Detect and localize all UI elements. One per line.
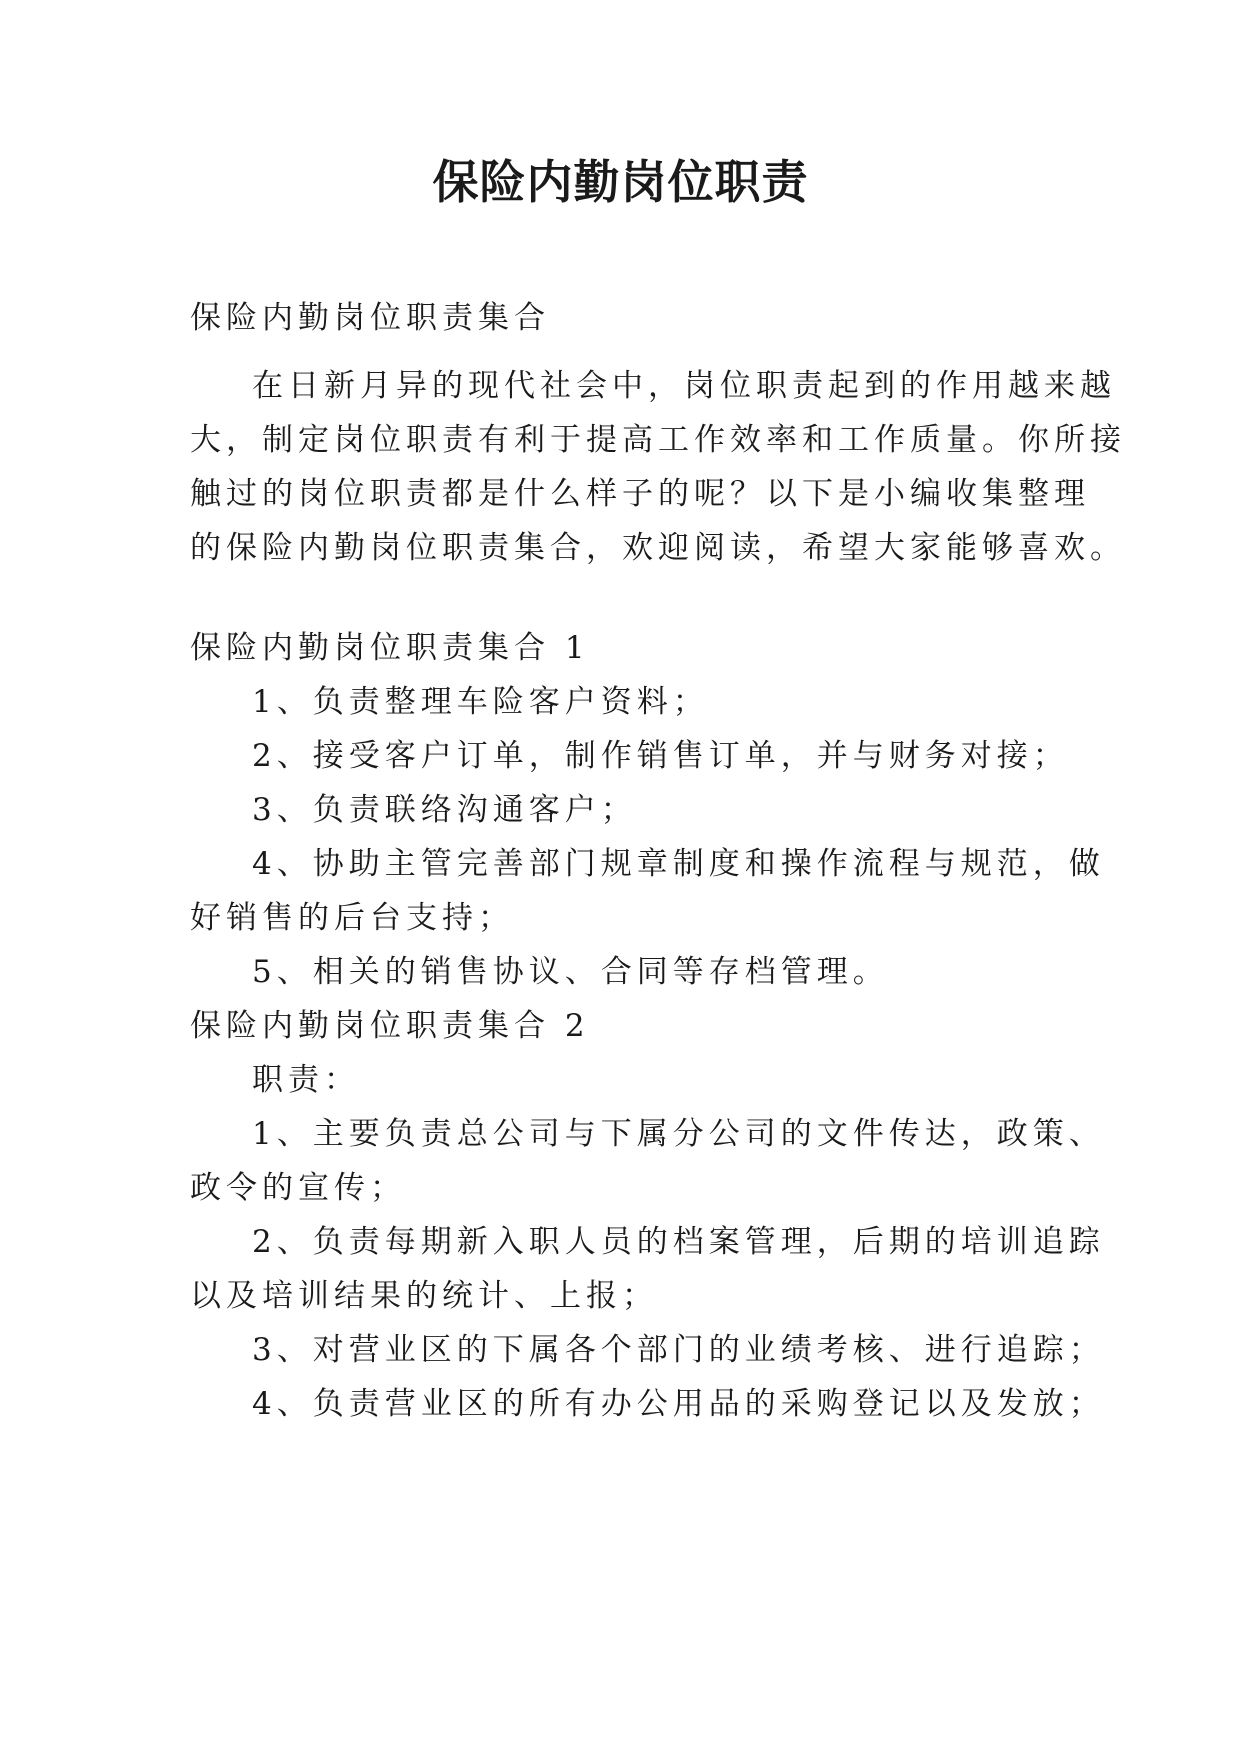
section1-item-2: 2、接受客户订单，制作销售订单，并与财务对接； [252, 738, 1069, 774]
document-title: 保险内勤岗位职责 [432, 155, 809, 209]
section2-item-2: 2、负责每期新入职人员的档案管理，后期的培训追踪 [252, 1224, 1105, 1260]
section2-item-4: 4、负责营业区的所有办公用品的采购登记以及发放； [252, 1386, 1105, 1422]
section2-item-2-cont: 以及培训结果的统计、上报； [190, 1278, 658, 1314]
section1-item-3: 3、负责联络沟通客户； [252, 792, 637, 828]
section2-item-1: 1、主要负责总公司与下属分公司的文件传达，政策、 [252, 1116, 1105, 1152]
section1-heading: 保险内勤岗位职责集合 1 [190, 630, 590, 666]
intro-line-4: 的保险内勤岗位职责集合，欢迎阅读，希望大家能够喜欢。 [190, 530, 1126, 566]
intro-line-2: 大，制定岗位职责有利于提高工作效率和工作质量。你所接 [190, 422, 1126, 458]
section2-heading: 保险内勤岗位职责集合 2 [190, 1008, 590, 1044]
section2-item-1-cont: 政令的宣传； [190, 1170, 406, 1206]
intro-line-1: 在日新月异的现代社会中，岗位职责起到的作用越来越 [252, 368, 1116, 404]
intro-line-3: 触过的岗位职责都是什么样子的呢？以下是小编收集整理 [190, 476, 1090, 512]
section1-item-5: 5、相关的销售协议、合同等存档管理。 [252, 954, 889, 990]
document-subtitle: 保险内勤岗位职责集合 [190, 300, 550, 336]
section1-item-1: 1、负责整理车险客户资料； [252, 684, 709, 720]
section1-item-4: 4、协助主管完善部门规章制度和操作流程与规范，做 [252, 846, 1105, 882]
section2-label: 职责： [252, 1062, 360, 1098]
section1-item-4-cont: 好销售的后台支持； [190, 900, 514, 936]
section2-item-3: 3、对营业区的下属各个部门的业绩考核、进行追踪； [252, 1332, 1105, 1368]
